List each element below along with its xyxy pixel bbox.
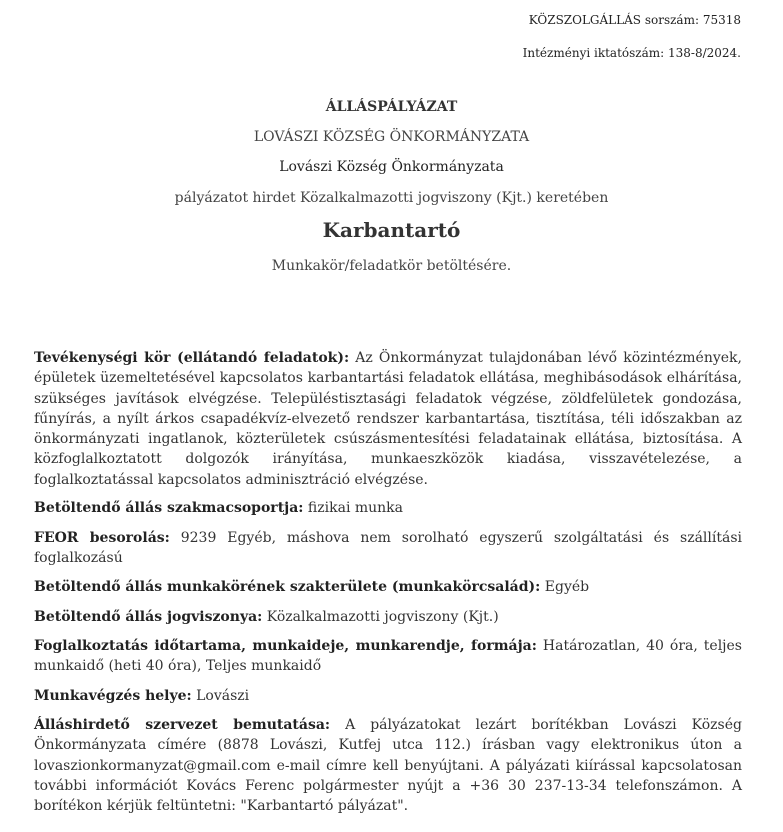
section-label: Betöltendő állás szakmacsoportja:	[34, 500, 304, 516]
section-label: FEOR besorolás:	[34, 530, 170, 546]
section-text: Közalkalmazotti jogviszony (Kjt.)	[262, 609, 499, 625]
section-organization-info	[34, 715, 742, 816]
purpose-line: Munkakör/feladatkör betöltésére.	[271, 258, 512, 274]
section-text: A pályázatokat lezárt borítékban Lovászi Község Önkormányzata címére (8878 Lovászi, Kutfej utca 112.) írásban vagy elektronikus úton a lovaszionkormanyzat@gmail.com e-mail címre kell benyújtani. A pályázati kiírással kapcsolatosan további információt Kovács Ferenc polgármester nyújt a +36 30 237-13-34 telefonszámon. A borítékon kérjük feltüntetni: "Karbantartó pályázat".	[34, 717, 742, 815]
section-employment-terms	[34, 636, 742, 677]
public-service-number: KÖZSZOLGÁLLÁS sorszám: 75318	[528, 13, 741, 27]
announcement-line: pályázatot hirdet Közalkalmazotti jogviszony (Kjt.) keretében	[174, 190, 609, 206]
organization-name-caps: LOVÁSZI KÖZSÉG ÖNKORMÁNYZATA	[253, 129, 530, 145]
section-feor	[34, 528, 742, 569]
section-label: Betöltendő állás jogviszonya:	[34, 609, 263, 625]
section-legal-relationship	[34, 607, 742, 627]
registry-number: Intézményi iktatószám: 138-8/2024.	[522, 46, 741, 60]
section-label: Tevékenységi kör (ellátandó feladatok):	[34, 350, 350, 366]
section-text: 9239 Egyéb, máshova nem sorolható egyszerű szolgáltatási és szállítási foglalkozású	[34, 530, 742, 567]
section-label: Munkavégzés helye:	[34, 688, 192, 704]
section-text: Egyéb	[540, 579, 590, 595]
document-type-heading: ÁLLÁSPÁLYÁZAT	[325, 99, 458, 115]
section-text: Határozatlan, 40 óra, teljes munkaidő (heti 40 óra), Teljes munkaidő	[34, 638, 742, 675]
section-job-field	[34, 577, 742, 597]
section-duties	[34, 348, 742, 490]
section-text: fizikai munka	[303, 500, 404, 516]
section-text: Lovászi	[191, 688, 250, 704]
section-text: Az Önkormányzat tulajdonában lévő közintézmények, épületek üzemeltetésével kapcsolatos karbantartási feladatok ellátása, meghibásodások elhárítása, szükséges javítások elvégzése. Településtisztasági feladatok végzése, zöldfelületek gondozása, fűnyírás, a nyílt árkos csapadékvíz-elvezető rendszer karbantartása, tisztítása, téli időszakban az önkormányzati ingatlanok, közterületek csúszásmentesítési feladatainak ellátása, biztosítása. A közfoglalkoztatott dolgozók irányítása, munkaeszközök kiadása, visszavételezése, a foglalkoztatással kapcsolatos adminisztráció elvégzése.	[34, 350, 742, 488]
section-workplace	[34, 686, 742, 706]
section-professional-group	[34, 498, 742, 518]
position-title: Karbantartó	[322, 218, 461, 242]
section-label: Foglalkoztatás időtartama, munkaideje, munkarendje, formája:	[34, 638, 537, 654]
section-label: Álláshirdető szervezet bemutatása:	[34, 717, 331, 733]
organization-name: Lovászi Község Önkormányzata	[279, 159, 504, 175]
section-label: Betöltendő állás munkakörének szakterülete (munkakörcsalád):	[34, 579, 541, 595]
